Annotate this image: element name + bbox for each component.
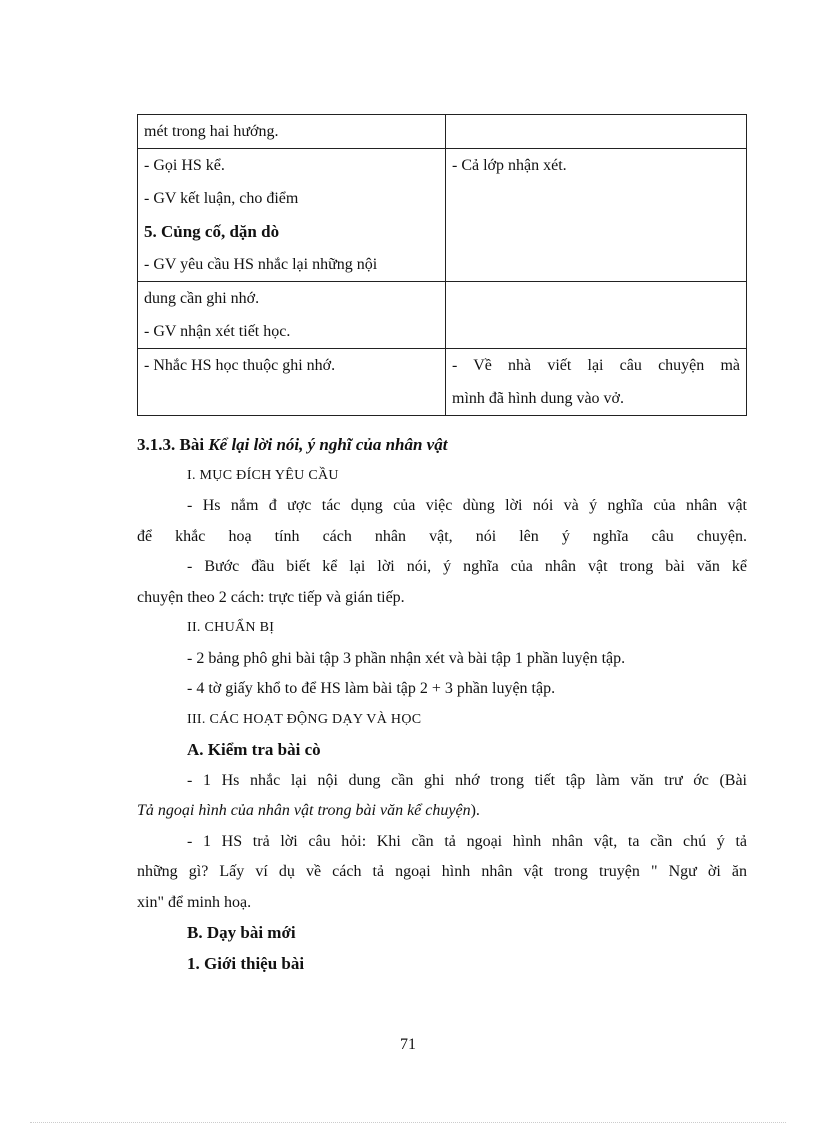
paragraph-line: để khắc hoạ tính cách nhân vật, nói lên ý nghĩa câu chuyện. <box>137 527 747 545</box>
table-row <box>138 115 747 149</box>
table-cell-student <box>446 349 747 416</box>
table-cell-teacher <box>138 115 446 149</box>
cell-text: - GV nhận xét tiết học. <box>144 323 291 340</box>
cell-text: - Nhắc HS học thuộc ghi nhớ. <box>144 357 336 374</box>
document-body <box>137 430 747 979</box>
paragraph-line: - Hs nắm đ ược tác dụng của việc dùng lời nói và ý nghĩa của nhân vật <box>187 497 747 514</box>
cell-text: - Cả lớp nhận xét. <box>452 157 567 174</box>
cell-subheading: 5. Củng cố, dặn dò <box>144 222 280 241</box>
cell-text: - GV kết luận, cho điểm <box>144 190 299 207</box>
table-row <box>138 149 747 282</box>
table-cell-teacher <box>138 149 446 282</box>
list-item: - 2 bảng phô ghi bài tập 3 phần nhận xét và bài tập 1 phần luyện tập. <box>187 649 626 667</box>
subheading-b1: 1. Giới thiệu bài <box>187 953 305 973</box>
table-row <box>138 349 747 416</box>
paragraph-line: xin" để minh hoạ. <box>137 893 252 911</box>
subheading-b: B. Dạy bài mới <box>187 923 296 942</box>
paragraph-line: - Bước đầu biết kể lại lời nói, ý nghĩa của nhân vật trong bài văn kể <box>187 558 747 575</box>
paragraph-line: chuyện theo 2 cách: trực tiếp và gián tiếp. <box>137 588 405 606</box>
cell-text: mình đã hình dung vào vở. <box>452 390 624 407</box>
table-cell-student <box>446 115 747 149</box>
activity-table <box>137 114 747 416</box>
page-number: 71 <box>400 1036 416 1053</box>
italic-title: Tả ngoại hình của nhân vật trong bài văn kể chuyện <box>137 802 471 819</box>
cell-text: dung cần ghi nhớ. <box>144 290 260 307</box>
table-cell-teacher <box>138 349 446 416</box>
table-cell-student <box>446 282 747 349</box>
table-cell-teacher <box>138 282 446 349</box>
part1-heading: I. MỤC ĐÍCH YÊU CẦU <box>187 467 339 483</box>
part3-heading: III. CÁC HOẠT ĐỘNG DẠY VÀ HỌC <box>187 711 422 727</box>
part2-heading: II. CHUẨN BỊ <box>187 620 275 635</box>
section-number: 3.1.3. Bài <box>137 435 205 454</box>
list-item: - 4 tờ giấy khổ to để HS làm bài tập 2 + 3 phần luyện tập. <box>187 680 556 697</box>
cell-text: - Về nhà viết lại câu chuyện mà <box>452 357 740 374</box>
paragraph-text: ). <box>470 802 480 819</box>
section-title: Kể lại lời nói, ý nghĩ của nhân vật <box>208 435 448 454</box>
section-heading <box>137 430 747 461</box>
paragraph-line: - 1 Hs nhắc lại nội dung cần ghi nhớ trong tiết tập làm văn trư ớc (Bài <box>187 771 747 789</box>
table-cell-student <box>446 149 747 282</box>
cell-text: mét trong hai hướng. <box>144 123 279 140</box>
paragraph-line <box>137 796 747 827</box>
cell-text: - Gọi HS kể. <box>144 157 225 174</box>
paragraph-line: những gì? Lấy ví dụ về cách tả ngoại hình nhân vật trong truyện " Ngư ời ăn <box>137 863 747 880</box>
table-row <box>138 282 747 349</box>
cell-text: - GV yêu cầu HS nhắc lại những nội <box>144 256 378 273</box>
subheading-a: A. Kiểm tra bài cò <box>187 740 321 759</box>
paragraph-line: - 1 HS trả lời câu hỏi: Khi cần tả ngoại hình nhân vật, ta cần chú ý tả <box>187 832 747 850</box>
